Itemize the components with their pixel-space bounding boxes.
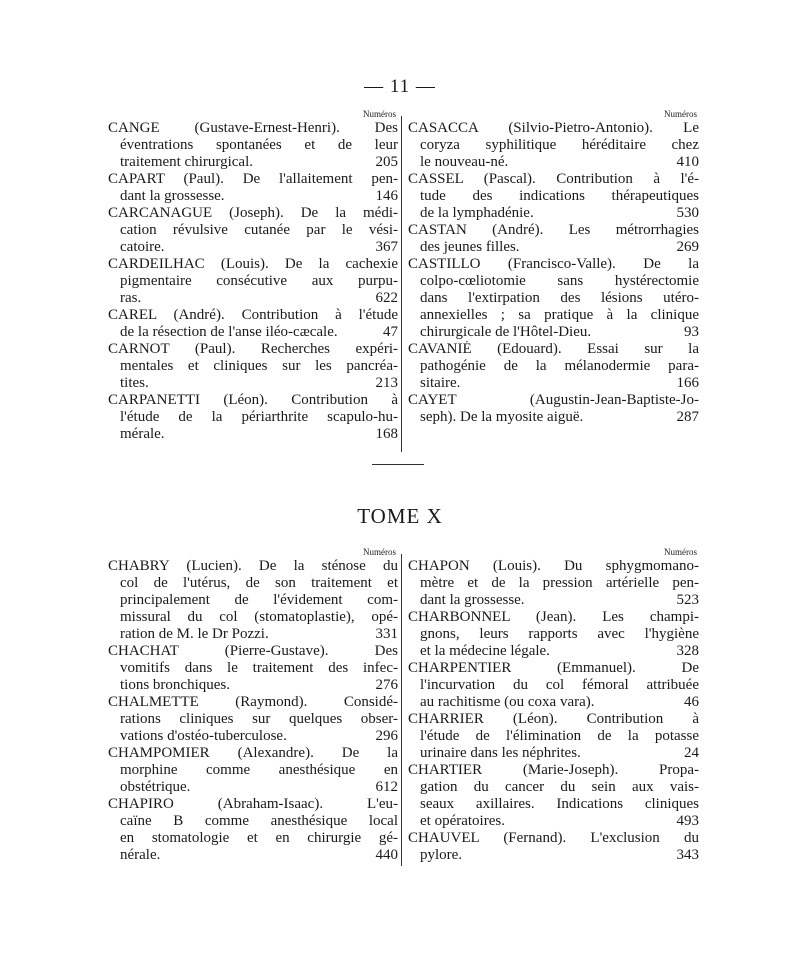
- entry-line: [108, 626, 398, 643]
- entry-text: CARDEILHAC (Louis). De la cachexie: [108, 256, 398, 272]
- entry-text: en stomatologie et en chirurgie gé-: [120, 830, 398, 846]
- index-entry: [408, 762, 699, 830]
- entry-text: CANGE (Gustave-Ernest-Henri). Des: [108, 120, 398, 136]
- entry-line: [108, 171, 398, 188]
- entry-number: 343: [676, 847, 699, 863]
- entry-text: traitement chirurgical.: [120, 154, 254, 170]
- entry-text: et opératoires.: [420, 813, 505, 829]
- entry-text: CHALMETTE (Raymond). Considé-: [108, 694, 398, 710]
- entry-number: 47: [383, 324, 398, 340]
- entry-number: 205: [375, 154, 398, 170]
- column-header: Numéros: [363, 547, 396, 557]
- entry-line: [108, 341, 398, 358]
- entry-number: 269: [676, 239, 699, 255]
- entry-text: de la résection de l'anse iléo-cæcale.: [120, 324, 338, 340]
- entry-line: [408, 409, 699, 426]
- entry-number: 146: [375, 188, 398, 204]
- entry-line: [408, 728, 699, 745]
- column-header: Numéros: [363, 109, 396, 119]
- index-entry: [108, 643, 398, 694]
- entry-number: 168: [375, 426, 398, 442]
- entry-line: [108, 711, 398, 728]
- entry-text: l'incurvation du col fémoral attribuée: [420, 677, 699, 693]
- index-entry: [408, 120, 699, 171]
- entry-line: [108, 426, 398, 443]
- entry-number: 493: [676, 813, 699, 829]
- entry-line: [408, 609, 699, 626]
- index-entry: [408, 830, 699, 864]
- entry-line: [108, 137, 398, 154]
- entry-text: des jeunes filles.: [420, 239, 520, 255]
- entry-text: pigmentaire consécutive aux purpu-: [120, 273, 398, 289]
- index-entry: [108, 205, 398, 256]
- entry-line: [408, 677, 699, 694]
- entry-text: CHARPENTIER (Emmanuel). De: [408, 660, 699, 676]
- entry-line: [108, 120, 398, 137]
- entry-line: [408, 762, 699, 779]
- entry-text: mentales et cliniques sur les pancréa-: [120, 358, 398, 374]
- entry-text: dant la grossesse.: [120, 188, 225, 204]
- index-entry: [108, 558, 398, 643]
- entry-text: CHAMPOMIER (Alexandre). De la: [108, 745, 398, 761]
- index-column-right: [408, 108, 699, 426]
- entry-text: et la médecine légale.: [420, 643, 550, 659]
- entry-line: [108, 273, 398, 290]
- column-divider: [401, 554, 402, 866]
- entry-line: [408, 307, 699, 324]
- entry-text: obstétrique.: [120, 779, 191, 795]
- index-entry: [408, 256, 699, 341]
- entry-line: [408, 796, 699, 813]
- entry-text: CHARTIER (Marie-Joseph). Propa-: [408, 762, 699, 778]
- entry-line: [108, 188, 398, 205]
- entry-text: colpo-cœliotomie sans hystérectomie: [420, 273, 699, 289]
- index-entry: [408, 171, 699, 222]
- entry-text: sitaire.: [420, 375, 461, 391]
- entry-text: tions bronchiques.: [120, 677, 230, 693]
- entry-number: 612: [375, 779, 398, 795]
- entry-text: ras.: [120, 290, 142, 306]
- index-entry: [408, 558, 699, 609]
- entry-line: [108, 154, 398, 171]
- entry-text: CHABRY (Lucien). De la sténose du: [108, 558, 398, 574]
- entry-text: col de l'utérus, de son traitement et: [120, 575, 398, 591]
- entry-text: missural du col (stomatoplastie), opé-: [120, 609, 398, 625]
- entry-line: [108, 609, 398, 626]
- entry-line: [408, 694, 699, 711]
- entry-text: dans l'extirpation des lésions utéro-: [420, 290, 699, 306]
- entry-text: dant la grossesse.: [420, 592, 525, 608]
- index-column-left: [108, 108, 398, 443]
- entry-line: [408, 239, 699, 256]
- entry-number: 523: [676, 592, 699, 608]
- entry-line: [408, 779, 699, 796]
- entry-line: [408, 745, 699, 762]
- entry-text: mérale.: [120, 426, 165, 442]
- index-entry: [108, 171, 398, 205]
- column-header: Numéros: [664, 109, 697, 119]
- entry-line: [108, 643, 398, 660]
- entry-text: CAVANIÉ (Edouard). Essai sur la: [408, 341, 699, 357]
- index-entry: [108, 341, 398, 392]
- entry-number: 622: [375, 290, 398, 306]
- index-entry: [408, 609, 699, 660]
- entry-line: [408, 626, 699, 643]
- entry-text: seph). De la myosite aiguë.: [420, 409, 584, 425]
- entry-text: chirurgicale de l'Hôtel-Dieu.: [420, 324, 592, 340]
- column-divider: [401, 116, 402, 452]
- index-entry: [108, 392, 398, 443]
- entry-text: CHAUVEL (Fernand). L'exclusion du: [408, 830, 699, 846]
- entry-line: [408, 375, 699, 392]
- entry-text: principalement de l'évidement com-: [120, 592, 398, 608]
- entry-text: pathogénie de la mélanodermie para-: [420, 358, 699, 374]
- entry-text: gnons, leurs rapports avec l'hygiène: [420, 626, 699, 642]
- entry-line: [108, 558, 398, 575]
- entry-number: 530: [676, 205, 699, 221]
- page-number: — 11 —: [364, 76, 436, 97]
- entry-text: tites.: [120, 375, 149, 391]
- entry-line: [108, 762, 398, 779]
- entry-line: [108, 307, 398, 324]
- section-divider: [372, 464, 424, 465]
- index-entry: [108, 256, 398, 307]
- entry-line: [108, 575, 398, 592]
- entry-number: 24: [684, 745, 699, 761]
- entry-line: [108, 375, 398, 392]
- entry-text: l'étude de la périarthrite scapulo-hu-: [120, 409, 398, 425]
- entry-text: CASSEL (Pascal). Contribution à l'é-: [408, 171, 699, 187]
- entry-text: gation du cancer du sein aux vais-: [420, 779, 699, 795]
- entry-text: CASTILLO (Francisco-Valle). De la: [408, 256, 699, 272]
- entry-line: [408, 392, 699, 409]
- entry-line: [408, 558, 699, 575]
- entry-text: l'étude de l'élimination de la potasse: [420, 728, 699, 744]
- entry-text: CHARRIER (Léon). Contribution à: [408, 711, 699, 727]
- entry-line: [108, 222, 398, 239]
- index-entry: [108, 307, 398, 341]
- index-entry: [408, 660, 699, 711]
- entry-line: [408, 324, 699, 341]
- entry-line: [108, 847, 398, 864]
- entry-text: au rachitisme (ou coxa vara).: [420, 694, 595, 710]
- entry-text: CHAPON (Louis). Du sphygmomano-: [408, 558, 699, 574]
- entry-number: 287: [676, 409, 699, 425]
- index-entry: [408, 222, 699, 256]
- entry-line: [108, 205, 398, 222]
- entry-line: [108, 660, 398, 677]
- entry-line: [408, 171, 699, 188]
- entry-line: [408, 290, 699, 307]
- entry-line: [108, 745, 398, 762]
- entry-text: annexielles ; sa pratique à la clinique: [420, 307, 699, 323]
- entry-number: 331: [375, 626, 398, 642]
- entry-number: 440: [375, 847, 398, 863]
- entry-line: [408, 341, 699, 358]
- entry-text: CAYET (Augustin-Jean-Baptiste-Jo-: [408, 392, 699, 408]
- entry-line: [408, 813, 699, 830]
- entry-text: coryza syphilitique héréditaire chez: [420, 137, 699, 153]
- entry-line: [108, 358, 398, 375]
- entry-text: CARNOT (Paul). Recherches expéri-: [108, 341, 398, 357]
- entry-number: 367: [375, 239, 398, 255]
- index-column-right: [408, 546, 699, 864]
- entry-line: [408, 137, 699, 154]
- entry-text: CARCANAGUE (Joseph). De la médi-: [108, 205, 398, 221]
- index-entry: [408, 341, 699, 392]
- index-entry: [408, 392, 699, 426]
- entry-line: [108, 290, 398, 307]
- index-entry: [108, 796, 398, 864]
- entry-line: [108, 409, 398, 426]
- tome-title: TOME X: [357, 504, 443, 528]
- entry-number: 166: [676, 375, 699, 391]
- entry-number: 328: [676, 643, 699, 659]
- entry-number: 410: [676, 154, 699, 170]
- entry-line: [108, 694, 398, 711]
- entry-text: rations cliniques sur quelques obser-: [120, 711, 398, 727]
- entry-text: vomitifs dans le traitement des infec-: [120, 660, 398, 676]
- entry-text: cation révulsive cutanée par le vési-: [120, 222, 398, 238]
- entry-text: CHAPIRO (Abraham-Isaac). L'eu-: [108, 796, 398, 812]
- entry-text: CHACHAT (Pierre-Gustave). Des: [108, 643, 398, 659]
- entry-text: nérale.: [120, 847, 161, 863]
- entry-line: [408, 222, 699, 239]
- entry-line: [408, 711, 699, 728]
- column-header: Numéros: [664, 547, 697, 557]
- index-entry: [108, 745, 398, 796]
- entry-line: [108, 677, 398, 694]
- entry-line: [108, 779, 398, 796]
- entry-number: 93: [684, 324, 699, 340]
- entry-text: de la lymphadénie.: [420, 205, 534, 221]
- entry-line: [408, 273, 699, 290]
- entry-line: [408, 643, 699, 660]
- entry-line: [408, 592, 699, 609]
- entry-line: [108, 256, 398, 273]
- entry-text: éventrations spontanées et de leur: [120, 137, 398, 153]
- entry-text: CAREL (André). Contribution à l'étude: [108, 307, 398, 323]
- entry-line: [408, 660, 699, 677]
- entry-text: CASTAN (André). Les métrorrhagies: [408, 222, 699, 238]
- index-entry: [108, 694, 398, 745]
- entry-text: CARPANETTI (Léon). Contribution à: [108, 392, 398, 408]
- entry-number: 213: [375, 375, 398, 391]
- entry-text: urinaire dans les néphrites.: [420, 745, 581, 761]
- entry-line: [108, 592, 398, 609]
- index-entry: [408, 711, 699, 762]
- entry-number: 276: [375, 677, 398, 693]
- entry-line: [108, 796, 398, 813]
- entry-line: [108, 239, 398, 256]
- entry-text: CASACCA (Silvio-Pietro-Antonio). Le: [408, 120, 699, 136]
- entry-line: [408, 830, 699, 847]
- index-entry: [108, 120, 398, 171]
- entry-text: catoire.: [120, 239, 165, 255]
- entry-text: pylore.: [420, 847, 463, 863]
- entry-line: [408, 154, 699, 171]
- entry-text: tude des indications thérapeutiques: [420, 188, 699, 204]
- entry-line: [408, 256, 699, 273]
- entry-line: [108, 324, 398, 341]
- entry-line: [108, 830, 398, 847]
- entry-line: [408, 205, 699, 222]
- index-column-left: [108, 546, 398, 864]
- entry-text: CAPART (Paul). De l'allaitement pen-: [108, 171, 398, 187]
- entry-text: le nouveau-né.: [420, 154, 509, 170]
- entry-line: [108, 813, 398, 830]
- entry-text: mètre et de la pression artérielle pen-: [420, 575, 699, 591]
- entry-text: CHARBONNEL (Jean). Les champi-: [408, 609, 699, 625]
- entry-number: 46: [684, 694, 699, 710]
- entry-line: [408, 358, 699, 375]
- entry-text: seaux axillaires. Indications cliniques: [420, 796, 699, 812]
- entry-line: [408, 188, 699, 205]
- entry-line: [108, 392, 398, 409]
- entry-number: 296: [375, 728, 398, 744]
- entry-text: vations d'ostéo-tuberculose.: [120, 728, 287, 744]
- entry-line: [408, 847, 699, 864]
- entry-text: ration de M. le Dr Pozzi.: [120, 626, 269, 642]
- entry-line: [408, 120, 699, 137]
- entry-text: morphine comme anesthésique en: [120, 762, 398, 778]
- entry-line: [108, 728, 398, 745]
- entry-text: caïne B comme anesthésique local: [120, 813, 398, 829]
- entry-line: [408, 575, 699, 592]
